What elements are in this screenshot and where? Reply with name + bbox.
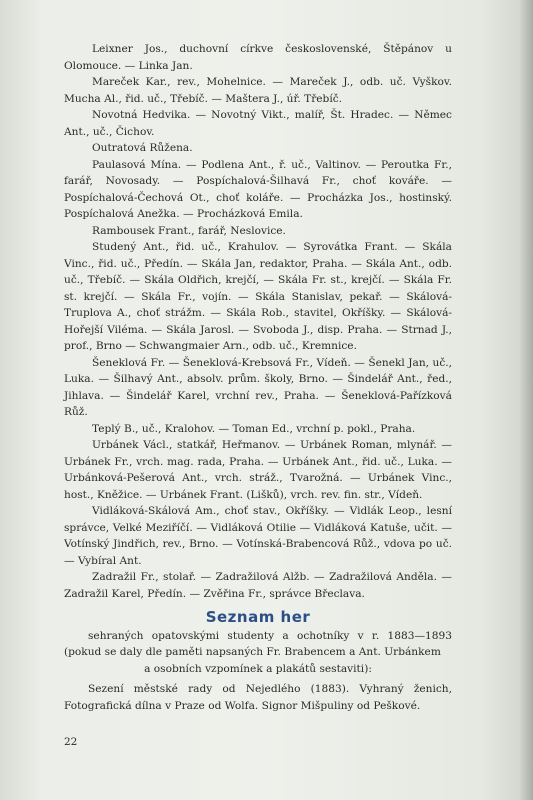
page-number: 22 bbox=[64, 736, 78, 748]
name-entry: Urbánek Václ., statkář, Heřmanov. — Urbánek Roman, mlynář. — Urbánek Fr., vrch. mag. rada, Praha. — Urbánek Ant., řid. uč., Luka. — Urbánková-Pešerová Ant., vrch. stráž., Tvarožná. — Urbánek Vinc., host., Kněžice. — Urbánek Frant. (Lišků), vrch. rev. fin. str., Vídeň. bbox=[64, 439, 452, 501]
name-entry: Mareček Kar., rev., Mohelnice. — Mareček J., odb. uč. Vyškov. Mucha Al., řid. uč., Třebíč. — Maštera J., úř. Třebíč. bbox=[64, 76, 452, 105]
name-entry: Teplý B., uč., Kralohov. — Toman Ed., vrchní p. pokl., Praha. bbox=[92, 422, 416, 435]
name-entry: Paulasová Mína. — Podlena Ant., ř. uč., Valtinov. — Peroutka Fr., farář, Novosady. — Pospíchalová-Šilhavá Fr., choť kováře. — Pospíchalová-Čechová Ot., choť koláře. — Procházka Jos., hostinský. Pospíchalová Anežka. — Procházková Emila. bbox=[64, 158, 452, 220]
name-entry: Zadražil Fr., stolař. — Zadražilová Alžb. — Zadražilová Anděla. — Zadražil Karel, Předín. — Zvěřina Fr., správce Břeclava. bbox=[64, 571, 452, 600]
section-intro: sehraných opatovskými studenty a ochotníky v r. 1883—1893 (pokud se daly dle paměti napsaných Fr. Brabencem a Ant. Urbánkem bbox=[64, 629, 452, 658]
name-entry: Rambousek Frant., farář, Neslovice. bbox=[92, 224, 286, 237]
section-heading: Seznam her bbox=[205, 608, 311, 626]
page-spine-shadow bbox=[519, 0, 533, 800]
name-entry: Vidláková-Skálová Am., choť stav., Okříšky. — Vidlák Leop., lesní správce, Velké Meziříčí. — Vidláková Otilie — Vidláková Katuše, učit. — Votínský Jindřich, rev., Brno. — Votínská-Brabencová Růž., vdova po uč. — Vybíral Ant. bbox=[64, 505, 452, 567]
name-entry: Novotná Hedvika. — Novotný Vikt., malíř, Št. Hradec. — Němec Ant., uč., Čichov. bbox=[64, 109, 452, 138]
name-entry: Studený Ant., řid. uč., Krahulov. — Syrovátka Frant. — Skála Vinc., řid. uč., Předín. — Skála Jan, redaktor, Praha. — Skála Ant., odb. uč., Třebíč. — Skála Oldřich, krejčí, — Skála Fr. st., krejčí. — Skála Fr. st. krejčí. — Skála Fr., vojín. — Skála Stanislav, pekař. — Skálová-Truplova A., choť strážm. — Skála Rob., stavitel, Okříšky. — Skálová-Hořejší Viléma. — Skála Jarosl. — Svoboda J., disp. Praha. — Strnad J., prof., Brno — Schwangmaier Arn., odb. uč., Kremnice. bbox=[64, 241, 452, 352]
name-entry: Šeneklová Fr. — Šeneklová-Krebsová Fr., Vídeň. — Šenekl Jan, uč., Luka. — Šilhavý Ant., absolv. prům. školy, Brno. — Šindelář Ant., řed., Jihlava. — Šindelář Karel, vrchní rev., Praha. — Šeneklová-Pařízková Růž. bbox=[64, 356, 452, 418]
games-list: Sezení městské rady od Nejedlého (1883). Vyhraný ženich, Fotografická dílna v Praze od Wolfa. Signor Mišpuliny od Peškové. bbox=[64, 683, 452, 712]
section-intro-continuation: a osobních vzpomínek a plakátů sestaviti): bbox=[144, 662, 372, 675]
page-body bbox=[64, 41, 452, 714]
name-entry: Leixner Jos., duchovní církve československé, Štěpánov u Olomouce. — Linka Jan. bbox=[64, 43, 452, 72]
name-entry: Outratová Růžena. bbox=[92, 142, 193, 154]
